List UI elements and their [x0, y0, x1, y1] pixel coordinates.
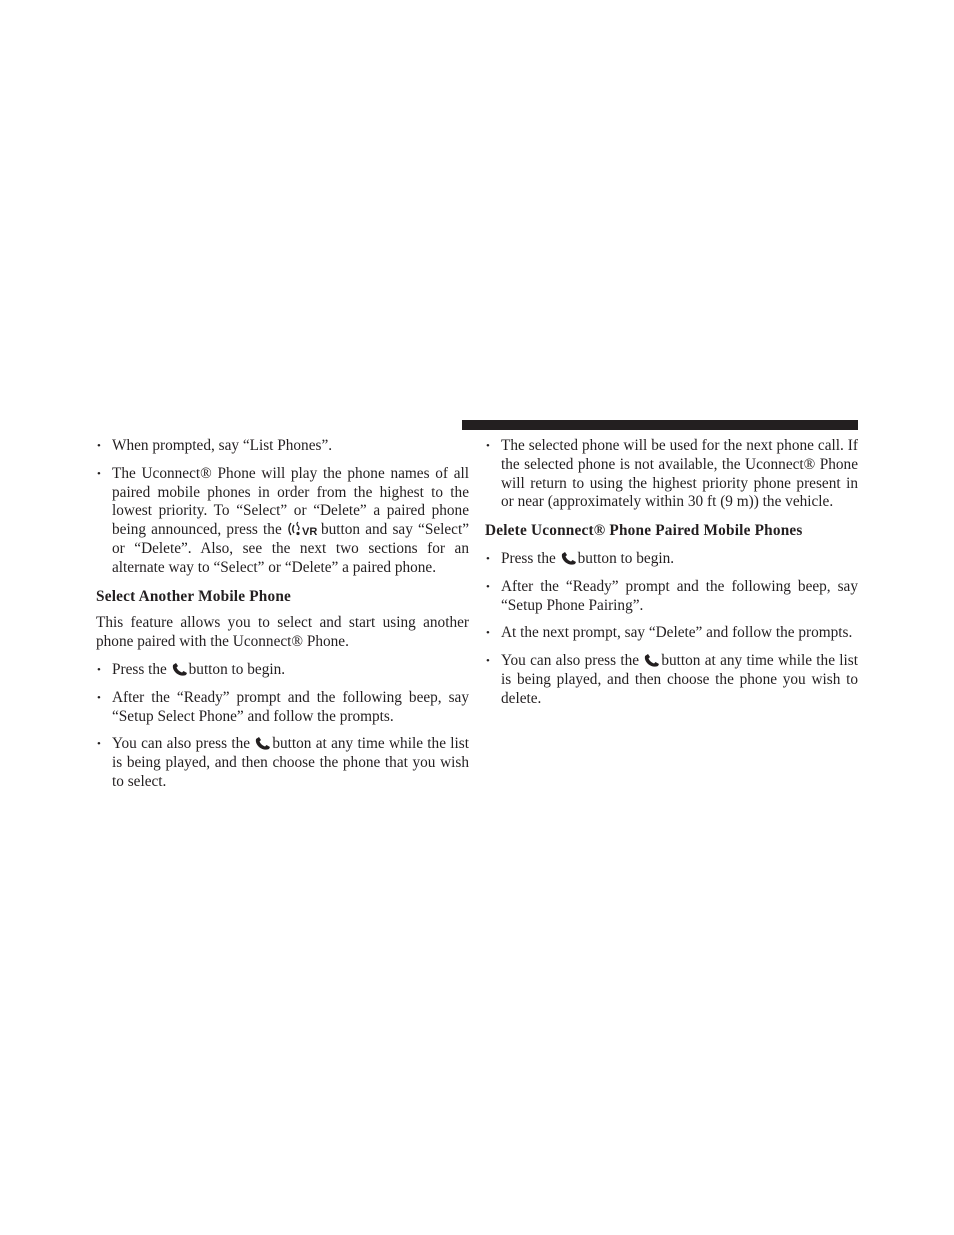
- bullet-text: The Uconnect® Phone will play the phone names of all paired mobile phones in order from the highest to the lowest priority. To “Select” or “Delete” a paired phone being announced, press the: [112, 464, 469, 539]
- voice-recognition-icon: [287, 521, 321, 537]
- bullet-text: After the “Ready” prompt and the following beep, say “Setup Select Phone” and follow the prompts.: [112, 688, 469, 725]
- paragraph: This feature allows you to select and start using another phone paired with the Uconnect® Phone.: [96, 614, 469, 651]
- list-item: [485, 550, 858, 569]
- list-item: [485, 624, 858, 643]
- list-item: [96, 437, 469, 456]
- list-item: [96, 689, 469, 727]
- section-heading: Delete Uconnect® Phone Paired Mobile Phones: [485, 522, 803, 540]
- left-column: [96, 437, 469, 792]
- list-item: [96, 661, 469, 680]
- phone-handset-icon: [643, 654, 661, 668]
- list-item: [485, 578, 858, 616]
- bullet-text: Press the: [501, 549, 556, 567]
- bullet-text: After the “Ready” prompt and the following beep, say “Setup Phone Pairing”.: [501, 577, 858, 614]
- bullet-text: button at any time while the list is being played, and then choose the phone you wish to delete.: [501, 652, 858, 707]
- bullet-text: button at any time while the list is being played, and then choose the phone that you wish to select.: [112, 735, 469, 790]
- bullet-text: The selected phone will be used for the next phone call. If the selected phone is not available, the Uconnect® Phone will return to using the highest priority phone present in or near (approximately within 30 ft (9 m)) the vehicle.: [501, 437, 858, 511]
- bullet-text: button and say “Select” or “Delete”. Also, see the next two sections for an alternate way to “Select” or “Delete” a paired phone.: [112, 521, 470, 576]
- list-item: [485, 437, 858, 512]
- list-item: [96, 735, 469, 791]
- section-rule-bar: [462, 420, 858, 430]
- bullet-text: When prompted, say “List Phones”.: [112, 437, 333, 454]
- phone-handset-icon: [560, 552, 578, 566]
- bullet-text: Press the: [112, 660, 167, 678]
- list-item: [485, 652, 858, 708]
- phone-handset-icon: [171, 663, 189, 677]
- section-heading: Select Another Mobile Phone: [96, 587, 292, 605]
- bullet-text: You can also press the: [501, 652, 640, 670]
- bullet-text: button to begin.: [188, 660, 286, 678]
- bullet-text: button to begin.: [577, 549, 675, 567]
- svg-text:VR: VR: [301, 526, 318, 538]
- phone-handset-icon: [254, 737, 272, 751]
- bullet-text: At the next prompt, say “Delete” and follow the prompts.: [501, 624, 853, 642]
- list-item: [96, 465, 469, 578]
- bullet-text: You can also press the: [112, 735, 251, 753]
- right-column: [485, 437, 858, 709]
